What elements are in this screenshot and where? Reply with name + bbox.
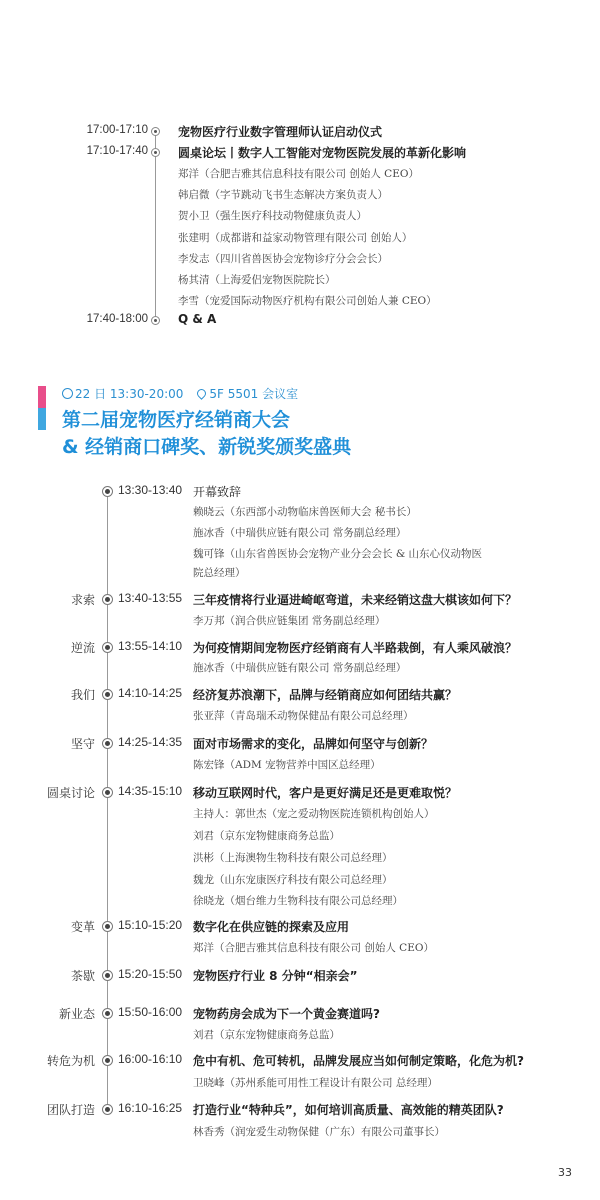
- time-label: 13:55-14:10: [118, 639, 183, 653]
- section-title-line2: & 经销商口碑奖、新锐奖颁奖盛典: [62, 436, 352, 458]
- session-tag: 圆桌讨论: [46, 786, 95, 800]
- agenda-title: 经济复苏浪潮下，品牌与经销商应如何团结共赢？: [193, 688, 458, 702]
- speaker: 郑洋（合肥吉雅其信息科技有限公司 创始人 CEO）: [193, 942, 434, 954]
- session-tag: 逆流: [70, 641, 95, 655]
- timeline-dot: [102, 738, 113, 749]
- speaker: 贺小卫（强生医疗科技动物健康负责人）: [178, 210, 367, 222]
- speaker: 李万邦（润合供应链集团 常务副总经理）: [193, 615, 386, 627]
- speaker: 李发志（四川省兽医协会宠物诊疗分会会长）: [178, 253, 388, 265]
- time-label: 14:35-15:10: [118, 784, 183, 798]
- agenda-title: 开幕致辞: [193, 485, 242, 499]
- section-date: 22 日 13:30-20:00: [75, 387, 184, 401]
- agenda-title: 打造行业“特种兵”，如何培训高质量、高效能的精英团队?: [193, 1103, 504, 1117]
- speaker: 施冰香（中瑞供应链有限公司 常务副总经理）: [193, 527, 407, 539]
- session-tag: 新业态: [58, 1007, 95, 1021]
- speaker: 魏龙（山东宠康医疗科技有限公司总经理）: [193, 874, 393, 886]
- location-pin-icon: [196, 387, 209, 400]
- timeline-dot: [102, 1008, 113, 1019]
- time-label: 13:40-13:55: [118, 591, 183, 605]
- timeline-dot: [151, 316, 160, 325]
- agenda-title: 圆桌论坛丨数字人工智能对宠物医院发展的革新化影响: [178, 146, 467, 160]
- speaker: 赖晓云（东西部小动物临床兽医师大会 秘书长）: [193, 506, 417, 518]
- speaker: 刘君（京东宠物健康商务总监）: [193, 1029, 340, 1041]
- session-tag: 我们: [70, 688, 95, 702]
- time-label: 15:20-15:50: [118, 967, 183, 981]
- session-tag: 团队打造: [46, 1103, 95, 1117]
- speaker: 魏可锋（山东省兽医协会宠物产业分会会长 & 山东心仪动物医: [193, 548, 483, 560]
- speaker: 张亚萍（青岛瑞禾动物保健品有限公司总经理）: [193, 710, 414, 722]
- time-label: 16:00-16:10: [118, 1052, 183, 1066]
- speaker: 杨其清（上海爱侣宠物医院院长）: [178, 274, 336, 286]
- timeline-dot: [102, 1055, 113, 1066]
- agenda-title: 宠物医疗行业数字管理师认证启动仪式: [178, 125, 383, 139]
- session-tag: 变革: [70, 920, 95, 934]
- timeline-dot: [102, 970, 113, 981]
- speaker: 卫晓峰（苏州系能可用性工程设计有限公司 总经理）: [193, 1077, 438, 1089]
- section-location: 5F 5501 会议室: [209, 387, 299, 401]
- speaker: 院总经理）: [193, 567, 246, 579]
- time-label: 13:30-13:40: [118, 483, 183, 497]
- agenda-title: 移动互联网时代，客户是更好满足还是更难取悦？: [193, 786, 458, 800]
- speaker: 张建明（成都谐和益家动物管理有限公司 创始人）: [178, 232, 413, 244]
- time-label: 17:10-17:40: [86, 145, 148, 157]
- timeline-dot: [102, 689, 113, 700]
- time-label: 14:25-14:35: [118, 735, 183, 749]
- session-tag: 茶歇: [70, 969, 95, 983]
- time-label: 14:10-14:25: [118, 686, 183, 700]
- time-label: 16:10-16:25: [118, 1101, 183, 1115]
- timeline-dot: [102, 642, 113, 653]
- agenda-title: 数字化在供应链的探索及应用: [193, 920, 350, 934]
- speaker: 郑洋（合肥吉雅其信息科技有限公司 创始人 CEO）: [178, 168, 419, 180]
- time-label: 15:50-16:00: [118, 1005, 183, 1019]
- timeline-dot: [102, 787, 113, 798]
- clock-icon: [62, 388, 73, 399]
- time-label: 17:40-18:00: [86, 313, 148, 325]
- agenda-title: 宠物药房会成为下一个黄金赛道吗?: [193, 1007, 380, 1021]
- session-tag: 坚守: [70, 737, 95, 751]
- speaker: 施冰香（中瑞供应链有限公司 常务副总经理）: [193, 662, 407, 674]
- timeline-dot: [102, 1104, 113, 1115]
- timeline-dot: [151, 127, 160, 136]
- page-number: 33: [558, 1166, 572, 1179]
- timeline-line-top: [155, 128, 156, 323]
- speaker: 陈宏锋（ADM 宠物营养中国区总经理）: [193, 759, 381, 771]
- speaker: 韩启微（字节跳动飞书生态解决方案负责人）: [178, 189, 388, 201]
- agenda-title: 危中有机、危可转机，品牌发展应当如何制定策略，化危为机?: [193, 1054, 524, 1068]
- timeline-dot: [102, 594, 113, 605]
- agenda-title: Q & A: [178, 312, 217, 326]
- time-label: 15:10-15:20: [118, 918, 183, 932]
- agenda-title: 面对市场需求的变化，品牌如何坚守与创新？: [193, 737, 434, 751]
- section-meta: [62, 385, 298, 402]
- section-title-line1: 第二届宠物医疗经销商大会: [62, 409, 291, 431]
- time-label: 17:00-17:10: [86, 124, 148, 136]
- speaker: 徐晓龙（烟台维力生物科技有限公司总经理）: [193, 895, 403, 907]
- speaker: 洪彬（上海澳物生物科技有限公司总经理）: [193, 852, 393, 864]
- section-accent-bar: [38, 386, 46, 430]
- timeline-dot: [151, 148, 160, 157]
- timeline-dot: [102, 486, 113, 497]
- agenda-title: 宠物医疗行业 8 分钟“相亲会”: [193, 969, 358, 983]
- speaker: 刘君（京东宠物健康商务总监）: [193, 830, 340, 842]
- speaker: 林香秀（润宠爱生动物保健（广东）有限公司董事长）: [193, 1126, 445, 1138]
- session-tag: 转危为机: [46, 1054, 95, 1068]
- speaker: 李雪（宠爱国际动物医疗机构有限公司创始人兼 CEO）: [178, 295, 437, 307]
- agenda-title: 为何疫情期间宠物医疗经销商有人半路栽倒，有人乘风破浪？: [193, 641, 518, 655]
- agenda-title: 三年疫情将行业逼进崎岖弯道，未来经销这盘大棋该如何下？: [193, 593, 518, 607]
- timeline-dot: [102, 921, 113, 932]
- session-tag: 求索: [70, 593, 95, 607]
- speaker: 主持人：郭世杰（宠之爱动物医院连锁机构创始人）: [193, 808, 435, 820]
